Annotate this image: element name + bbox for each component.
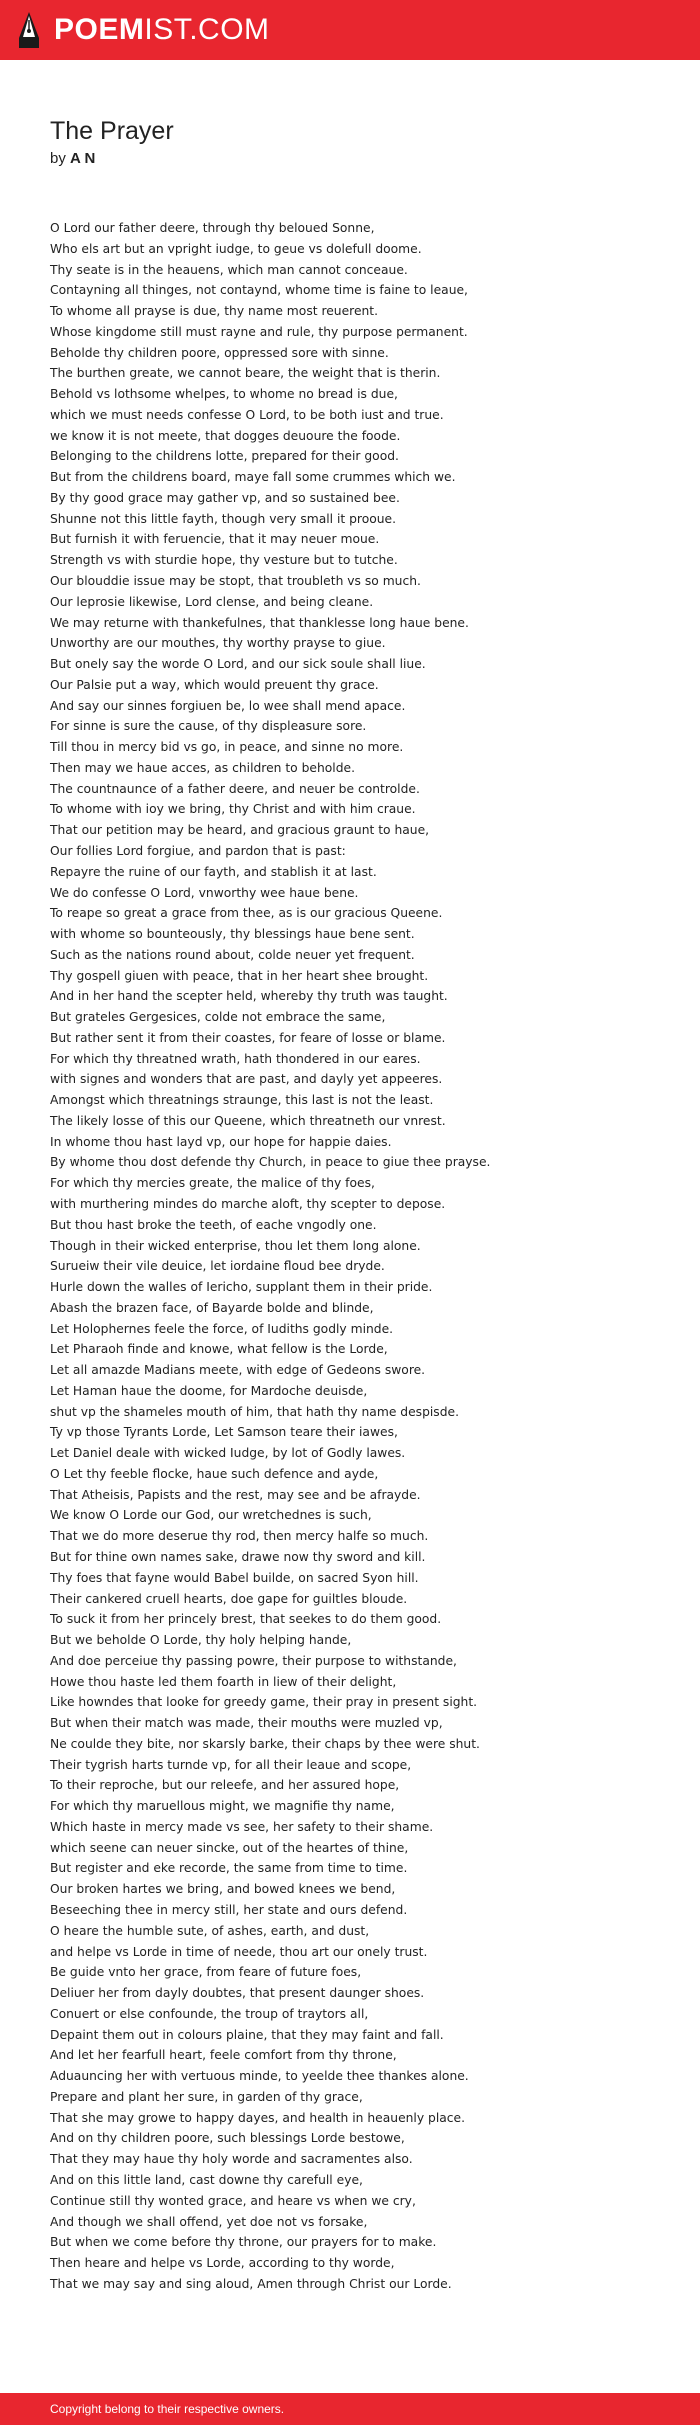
logo-bold-text: POEM xyxy=(54,13,145,46)
poem-line: with signes and wonders that are past, and dayly yet appeeres. xyxy=(50,1072,443,1087)
poem-line: We do confesse O Lord, vnworthy wee haue bene. xyxy=(50,885,359,900)
poem-line: And let her fearfull heart, feele comfort from thy throne, xyxy=(50,2048,397,2063)
poem-line: Our broken hartes we bring, and bowed knees we bend, xyxy=(50,1882,396,1897)
poem-line: But thou hast broke the teeth, of eache vngodly one. xyxy=(50,1217,377,1232)
poem-line: To reape so great a grace from thee, as is our gracious Queene. xyxy=(50,906,443,921)
poem-line: O Let thy feeble flocke, haue such defence and ayde, xyxy=(50,1466,379,1481)
poem-line: But grateles Gergesices, colde not embrace the same, xyxy=(50,1010,386,1025)
poem-line: For which thy maruellous might, we magnifie thy name, xyxy=(50,1799,395,1814)
site-logo-text xyxy=(54,12,270,48)
poem-line: Deliuer her from dayly doubtes, that present daunger shoes. xyxy=(50,1986,425,2001)
poem-line: Such as the nations round about, colde neuer yet frequent. xyxy=(50,947,415,962)
poem-line: The likely losse of this our Queene, which threatneth our vnrest. xyxy=(50,1113,446,1128)
poem-line: Like howndes that looke for greedy game, their pray in present sight. xyxy=(50,1695,478,1710)
poem-line: Hurle down the walles of Iericho, supplant them in their pride. xyxy=(50,1280,433,1295)
poem-line: Be guide vnto her grace, from feare of future foes, xyxy=(50,1965,362,1980)
poem-line: By thy good grace may gather vp, and so sustained bee. xyxy=(50,490,400,505)
poem-line: To their reproche, but our releefe, and her assured hope, xyxy=(50,1778,400,1793)
author-link[interactable]: A N xyxy=(70,150,96,167)
poem-line: For which thy threatned wrath, hath thondered in our eares. xyxy=(50,1051,421,1066)
poem-line: Repayre the ruine of our fayth, and stablish it at last. xyxy=(50,864,377,879)
poem-line: Depaint them out in colours plaine, that they may faint and fall. xyxy=(50,2027,444,2042)
footer-bar xyxy=(0,2393,700,2425)
poem-line: Contayning all thinges, not contaynd, whome time is faine to leaue, xyxy=(50,283,468,298)
poem-line: we know it is not meete, that dogges deuoure the foode. xyxy=(50,428,401,443)
poem-line: Though in their wicked enterprise, thou let them long alone. xyxy=(50,1238,421,1253)
poem-line: That she may growe to happy dayes, and health in heauenly place. xyxy=(50,2110,466,2125)
poem-line: Thy seate is in the heauens, which man cannot conceaue. xyxy=(50,262,408,277)
poem-line: In whome thou hast layd vp, our hope for happie daies. xyxy=(50,1134,392,1149)
poem-line: which seene can neuer sincke, out of the heartes of thine, xyxy=(50,1840,409,1855)
copyright-notice: Copyright belong to their respective owners. xyxy=(50,2402,285,2416)
poem-line: But from the childrens board, maye fall some crummes which we. xyxy=(50,470,456,485)
poem-line: By whome thou dost defende thy Church, in peace to giue thee prayse. xyxy=(50,1155,491,1170)
poem-line: O Lord our father deere, through thy beloued Sonne, xyxy=(50,221,375,235)
poem-line: Our follies Lord forgiue, and pardon that is past: xyxy=(50,843,346,858)
poem-line: That Atheisis, Papists and the rest, may see and be afrayde. xyxy=(50,1487,421,1502)
poem-line: And on thy children poore, such blessings Lorde bestowe, xyxy=(50,2131,405,2146)
poem-line: Let Pharaoh finde and knowe, what fellow is the Lorde, xyxy=(50,1342,388,1357)
poem-line: Abash the brazen face, of Bayarde bolde and blinde, xyxy=(50,1300,374,1315)
poem-line: Let Daniel deale with wicked Iudge, by lot of Godly lawes. xyxy=(50,1446,406,1461)
poem-line: O heare the humble sute, of ashes, earth, and dust, xyxy=(50,1923,370,1938)
poem-line: with whome so bounteously, thy blessings haue bene sent. xyxy=(50,927,415,942)
poem-line: Thy foes that fayne would Babel builde, on sacred Syon hill. xyxy=(50,1570,419,1585)
poem-line: Behold vs lothsome whelpes, to whome no bread is due, xyxy=(50,387,398,402)
poem-line: But furnish it with feruencie, that it may neuer moue. xyxy=(50,532,380,547)
poem-line: Continue still thy wonted grace, and heare vs when we cry, xyxy=(50,2193,416,2208)
poem-line: Their tygrish harts turnde vp, for all their leaue and scope, xyxy=(50,1757,412,1772)
poem-line: Who els art but an vpright iudge, to geue vs dolefull doome. xyxy=(50,241,422,256)
poem-line: Till thou in mercy bid vs go, in peace, and sinne no more. xyxy=(50,740,404,755)
poem-line: Our leprosie likewise, Lord clense, and being cleane. xyxy=(50,594,374,609)
poem-line: Beseeching thee in mercy still, her state and ours defend. xyxy=(50,1903,408,1918)
poem-line: That we do more deserue thy rod, then mercy halfe so much. xyxy=(50,1529,429,1544)
poem-line: That our petition may be heard, and gracious graunt to haue, xyxy=(50,823,430,838)
poem-line: And on this little land, cast downe thy carefull eye, xyxy=(50,2172,363,2187)
poem-line: Then heare and helpe vs Lorde, according to thy worde, xyxy=(50,2256,395,2271)
poem-line: The countnaunce of a father deere, and neuer be controlde. xyxy=(50,781,420,796)
poem-line: And say our sinnes forgiuen be, lo wee shall mend apace. xyxy=(50,698,406,713)
poem-line: Amongst which threatnings straunge, this last is not the least. xyxy=(50,1093,434,1108)
poem-line: which we must needs confesse O Lord, to be both iust and true. xyxy=(50,407,444,422)
poem-line: Thy gospell giuen with peace, that in her heart shee brought. xyxy=(50,968,429,983)
poem-line: Conuert or else confounde, the troup of traytors all, xyxy=(50,2006,369,2021)
poem-line: We know O Lorde our God, our wretchednes is such, xyxy=(50,1508,372,1523)
pen-nib-icon xyxy=(18,12,40,48)
poem-line: Whose kingdome still must rayne and rule, thy purpose permanent. xyxy=(50,324,468,339)
poem-line: Which haste in mercy made vs see, her safety to their shame. xyxy=(50,1819,434,1834)
poem-line: And doe perceiue thy passing powre, their purpose to withstande, xyxy=(50,1653,457,1668)
poem-line: Surueiw their vile deuice, let iordaine floud bee dryde. xyxy=(50,1259,385,1274)
logo-thin-text: IST.COM xyxy=(144,13,270,46)
poem-line: For which thy mercies greate, the malice of thy foes, xyxy=(50,1176,375,1191)
poem-line: And in her hand the scepter held, whereby thy truth was taught. xyxy=(50,989,448,1004)
poem-line: Ty vp those Tyrants Lorde, Let Samson teare their iawes, xyxy=(50,1425,398,1440)
poem-line: That we may say and sing aloud, Amen through Christ our Lorde. xyxy=(50,2276,452,2291)
poem-line: But we beholde O Lorde, thy holy helping hande, xyxy=(50,1633,352,1648)
poem-line: Let all amazde Madians meete, with edge of Gedeons swore. xyxy=(50,1363,426,1378)
poem-line: Beholde thy children poore, oppressed sore with sinne. xyxy=(50,345,389,360)
poem-line: But when we come before thy throne, our prayers for to make. xyxy=(50,2235,437,2250)
poem-line: And though we shall offend, yet doe not vs forsake, xyxy=(50,2214,368,2229)
poem-line: and helpe vs Lorde in time of neede, thou art our onely trust. xyxy=(50,1944,428,1959)
poem-line: Unworthy are our mouthes, thy worthy prayse to giue. xyxy=(50,636,386,651)
poem-line: We may returne with thankefulnes, that thanklesse long haue bene. xyxy=(50,615,469,630)
poem-line: But onely say the worde O Lord, and our sick soule shall liue. xyxy=(50,657,426,672)
poem-line: That they may haue thy holy worde and sacramentes also. xyxy=(50,2152,413,2167)
by-label: by xyxy=(50,150,66,167)
poem-line: But register and eke recorde, the same from time to time. xyxy=(50,1861,408,1876)
poem-line: Let Holophernes feele the force, of Iudiths godly minde. xyxy=(50,1321,394,1336)
poem-line: Ne coulde they bite, nor skarsly barke, their chaps by thee were shut. xyxy=(50,1736,480,1751)
poem-line: Our Palsie put a way, which would preuent thy grace. xyxy=(50,677,379,692)
poem-line: Let Haman haue the doome, for Mardoche deuisde, xyxy=(50,1383,368,1398)
poem-line: Prepare and plant her sure, in garden of thy grace, xyxy=(50,2089,363,2104)
poem-line: Howe thou haste led them foarth in liew of their delight, xyxy=(50,1674,397,1689)
poem-line: To whome with ioy we bring, thy Christ and with him craue. xyxy=(50,802,416,817)
poem-body xyxy=(50,218,670,2295)
poem-line: Then may we haue acces, as children to beholde. xyxy=(50,760,355,775)
poem-line: To suck it from her princely brest, that seekes to do them good. xyxy=(50,1612,442,1627)
byline xyxy=(50,149,95,169)
poem-line: But rather sent it from their coastes, for feare of losse or blame. xyxy=(50,1030,446,1045)
poem-line: Shunne not this little fayth, though very small it prooue. xyxy=(50,511,397,526)
poem-line: Their cankered cruell hearts, doe gape for guiltles bloude. xyxy=(50,1591,408,1606)
header-bar xyxy=(0,0,700,60)
poem-title: The Prayer xyxy=(50,117,174,145)
poem-line: For sinne is sure the cause, of thy displeasure sore. xyxy=(50,719,367,734)
poem-line: Strength vs with sturdie hope, thy vesture but to tutche. xyxy=(50,553,398,568)
site-logo[interactable] xyxy=(18,12,270,48)
poem-line: But when their match was made, their mouths were muzled vp, xyxy=(50,1716,443,1731)
poem-line: Aduauncing her with vertuous minde, to yeelde thee thankes alone. xyxy=(50,2069,469,2084)
poem-line: Belonging to the childrens lotte, prepared for their good. xyxy=(50,449,399,464)
poem-line: Our blouddie issue may be stopt, that troubleth vs so much. xyxy=(50,574,421,589)
poem-line: shut vp the shameles mouth of him, that hath thy name despisde. xyxy=(50,1404,459,1419)
poem-line: To whome all prayse is due, thy name most reuerent. xyxy=(50,304,379,319)
poem-line: The burthen greate, we cannot beare, the weight that is therin. xyxy=(50,366,441,381)
poem-line: with murthering mindes do marche aloft, thy scepter to depose. xyxy=(50,1196,446,1211)
poem-line: But for thine own names sake, drawe now thy sword and kill. xyxy=(50,1550,426,1564)
